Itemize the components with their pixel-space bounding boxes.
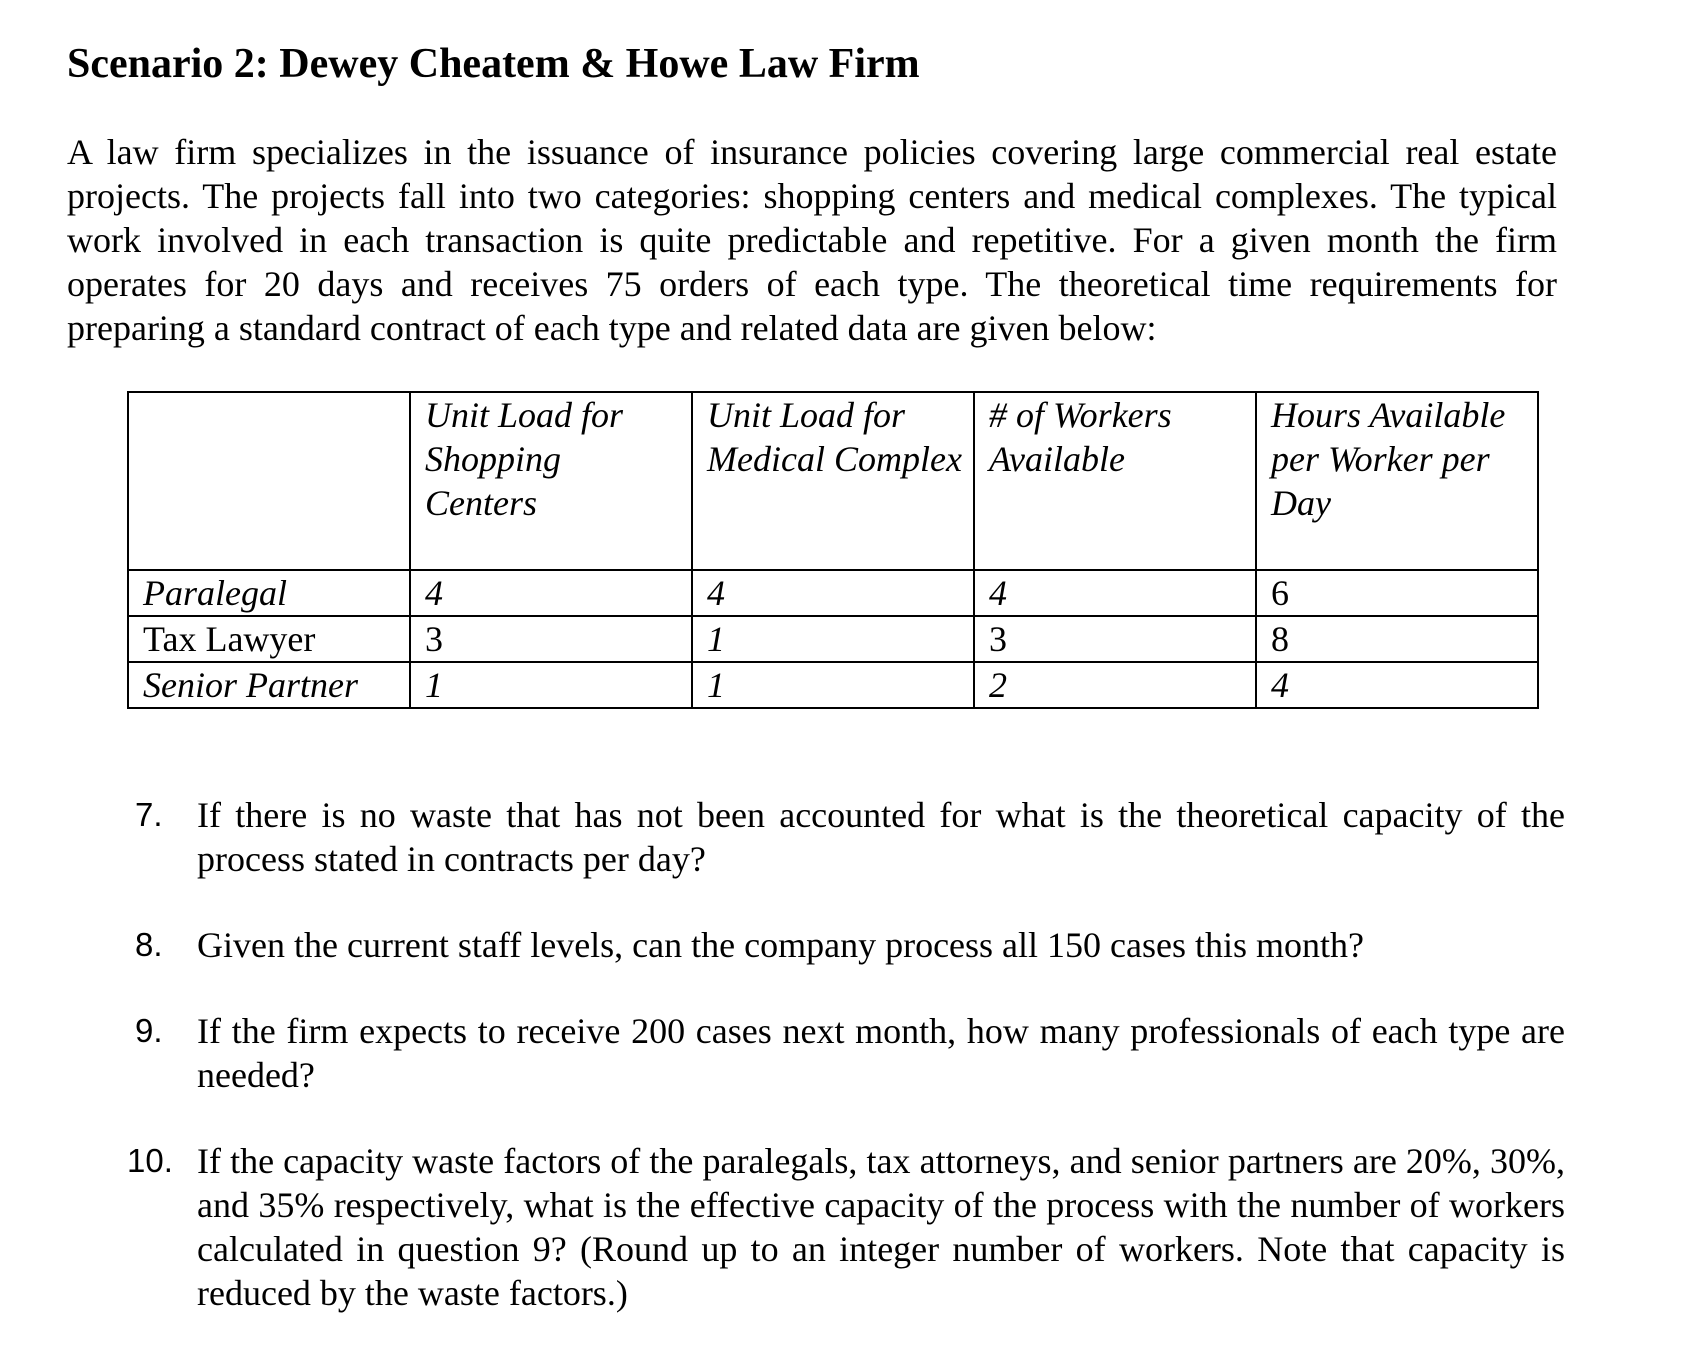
question-text: If the capacity waste factors of the paralegals, tax attorneys, and senior partners are 20%, 30%, and 35% respectively, what is the effective capacity of the process with the number of workers calculated in question 9? (Round up to an integer number of workers. Note that capacity is reduced by the waste factors.): [197, 1141, 1565, 1313]
role-cell: Senior Partner: [128, 662, 410, 708]
intro-paragraph: A law firm specializes in the issuance of insurance policies covering large commercial real estate projects. The projects fall into two categories: shopping centers and medical complexes. The typical work involved in each transaction is quite predictable and repetitive. For a given month the firm operates for 20 days and receives 75 orders of each type. The theoretical time requirements for preparing a standard contract of each type and related data are given below:: [67, 132, 1557, 348]
question-item: [135, 793, 1565, 881]
shopping-load-cell: 4: [410, 570, 692, 616]
medical-load-cell: 1: [692, 662, 974, 708]
medical-load-cell: 4: [692, 570, 974, 616]
header-hours-available: Hours Available per Worker per Day: [1256, 392, 1538, 570]
question-item: [127, 1139, 1565, 1315]
table-header-row: [128, 392, 1538, 570]
hours-cell: 8: [1256, 616, 1538, 662]
workers-cell: 4: [974, 570, 1256, 616]
question-number: 8.: [135, 926, 163, 963]
header-unit-load-shopping: Unit Load for Shopping Centers: [410, 392, 692, 570]
table-row: [128, 616, 1538, 662]
question-item: [135, 1009, 1565, 1097]
question-number: 7.: [135, 796, 163, 833]
question-text: If the firm expects to receive 200 cases next month, how many professionals of each type are needed?: [197, 1011, 1565, 1095]
hours-cell: 6: [1256, 570, 1538, 616]
shopping-load-cell: 3: [410, 616, 692, 662]
question-number: 9.: [135, 1012, 163, 1049]
question-text: If there is no waste that has not been accounted for what is the theoretical capacity of the process stated in contracts per day?: [197, 795, 1565, 879]
hours-cell: 4: [1256, 662, 1538, 708]
header-workers-available: # of Workers Available: [974, 392, 1256, 570]
table-row: [128, 662, 1538, 708]
table-row: [128, 570, 1538, 616]
role-cell: Paralegal: [128, 570, 410, 616]
question-item: [135, 923, 1565, 967]
role-cell: Tax Lawyer: [128, 616, 410, 662]
header-unit-load-medical: Unit Load for Medical Complex: [692, 392, 974, 570]
workers-cell: 2: [974, 662, 1256, 708]
header-cell-empty: [128, 392, 410, 570]
scenario-title: Scenario 2: Dewey Cheatem & Howe Law Firm: [67, 41, 920, 87]
question-text: Given the current staff levels, can the company process all 150 cases this month?: [197, 925, 1364, 965]
workload-table: [127, 391, 1539, 709]
shopping-load-cell: 1: [410, 662, 692, 708]
question-number: 10.: [127, 1142, 173, 1179]
medical-load-cell: 1: [692, 616, 974, 662]
question-list: [127, 793, 1565, 1357]
workers-cell: 3: [974, 616, 1256, 662]
